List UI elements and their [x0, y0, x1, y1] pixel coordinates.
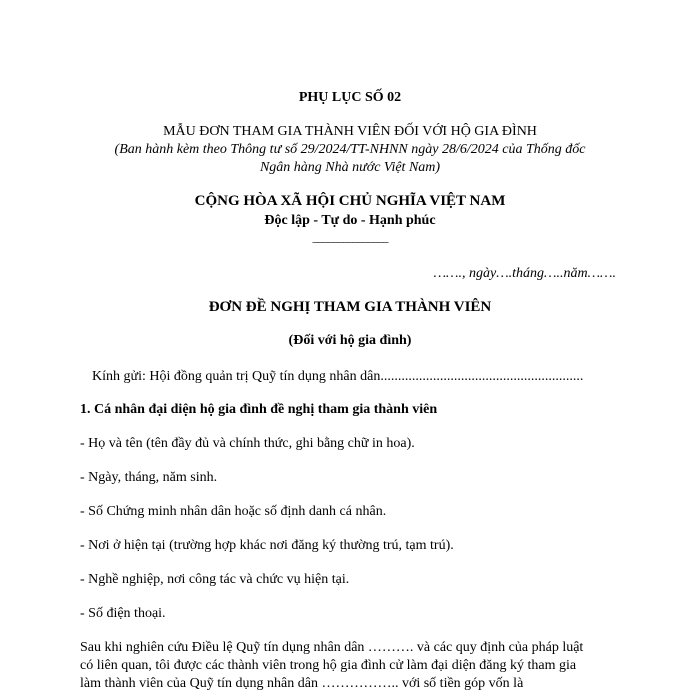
field-date-of-birth: - Ngày, tháng, năm sinh. [80, 470, 218, 485]
form-title: MẪU ĐƠN THAM GIA THÀNH VIÊN ĐỐI VỚI HỘ GIA ĐÌNH [163, 124, 537, 139]
section-heading: 1. Cá nhân đại diện hộ gia đình đề nghị tham gia thành viên [80, 402, 438, 417]
recipient-line: Kính gửi: Hội đồng quản trị Quỹ tín dụng nhân dân.......................................................... [92, 369, 584, 384]
issuance-note-line-1: (Ban hành kèm theo Thông tư số 29/2024/TT-NHNN ngày 28/6/2024 của Thống đốc [114, 142, 586, 157]
paragraph-line-3: làm thành viên của Quỹ tín dụng nhân dân …………….. với số tiền góp vốn là [80, 676, 524, 691]
field-phone: - Số điện thoại. [80, 606, 166, 621]
field-current-address: - Nơi ở hiện tại (trường hợp khác nơi đăng ký thường trú, tạm trú). [80, 538, 454, 553]
issuance-note-line-2: Ngân hàng Nhà nước Việt Nam) [259, 160, 441, 175]
field-occupation: - Nghề nghiệp, nơi công tác và chức vụ hiện tại. [80, 572, 350, 587]
paragraph-line-2: có liên quan, tôi được các thành viên trong hộ gia đình cử làm đại diện đăng ký tham gia [80, 658, 577, 673]
country-name: CỘNG HÒA XÃ HỘI CHỦ NGHĨA VIỆT NAM [194, 193, 506, 209]
national-motto: Độc lập - Tự do - Hạnh phúc [264, 213, 436, 228]
paragraph-line-1: Sau khi nghiên cứu Điều lệ Quỹ tín dụng nhân dân ………. và các quy định của pháp luật [80, 640, 584, 655]
field-full-name: - Họ và tên (tên đầy đủ và chính thức, ghi bằng chữ in hoa). [80, 436, 415, 451]
application-subtitle: (Đối với hộ gia đình) [288, 333, 412, 348]
date-line: ……., ngày….tháng…..năm……. [433, 266, 616, 281]
motto-underline: _______________ [312, 230, 388, 244]
appendix-title: PHỤ LỤC SỐ 02 [298, 90, 402, 105]
field-id-number: - Số Chứng minh nhân dân hoặc số định danh cá nhân. [80, 504, 387, 519]
application-title: ĐƠN ĐỀ NGHỊ THAM GIA THÀNH VIÊN [208, 299, 492, 315]
